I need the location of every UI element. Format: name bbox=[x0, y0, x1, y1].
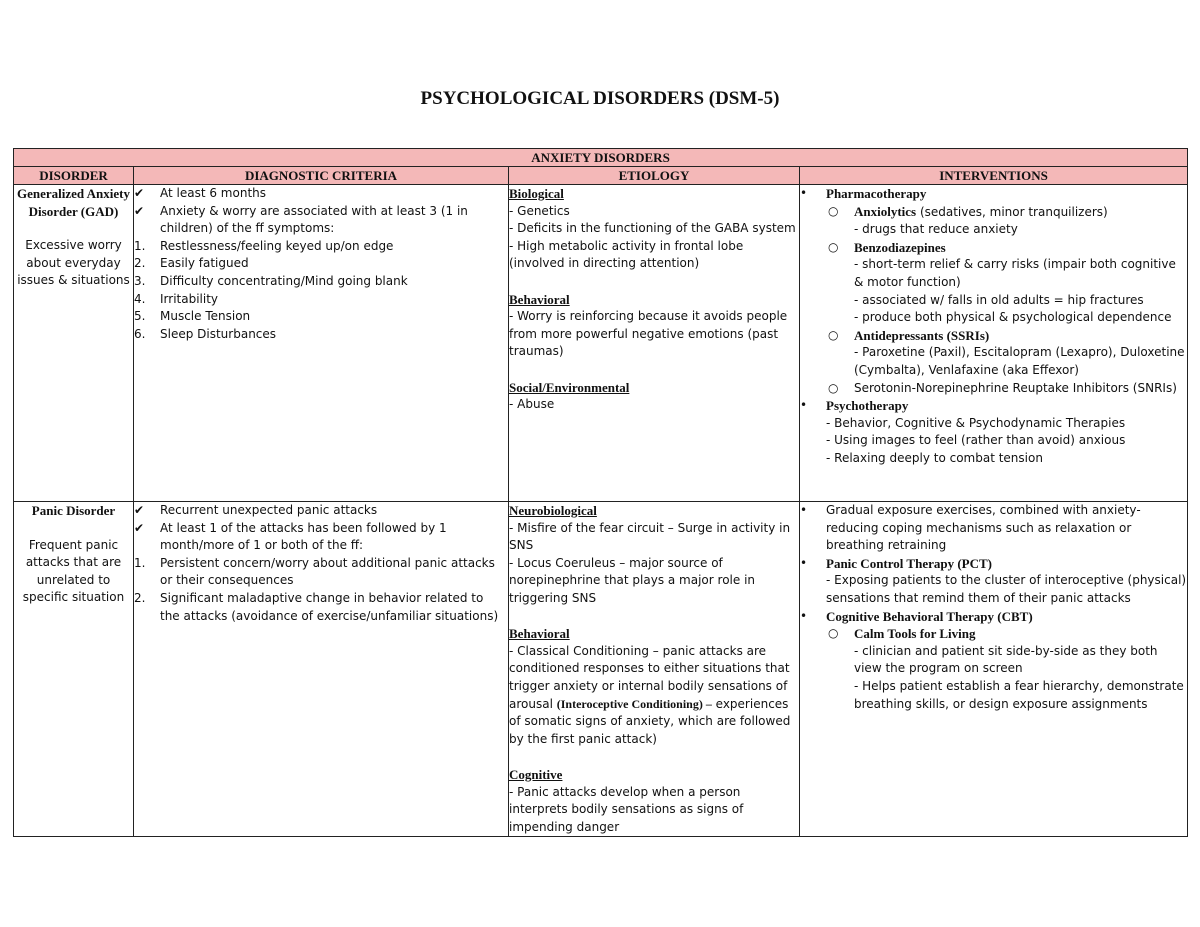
list-item: ✔ Anxiety & worry are associated with at least 3 (1 in children) of the ff symptoms: bbox=[134, 203, 508, 238]
check-icon: ✔ bbox=[134, 503, 145, 517]
list-item: • Gradual exposure exercises, combined with anxiety-reducing coping mechanisms such as relaxation or breathing retraining bbox=[800, 502, 1187, 555]
disorder-name: Panic Disorder bbox=[31, 503, 116, 518]
etiology-heading: Social/Environmental bbox=[509, 379, 630, 395]
etiology-heading: Cognitive bbox=[509, 766, 563, 782]
section-header: ANXIETY DISORDERS bbox=[14, 149, 1188, 167]
list-item: 2. Easily fatigued bbox=[134, 256, 249, 271]
column-header-row bbox=[14, 167, 1188, 185]
disorder-cell bbox=[14, 502, 134, 837]
list-item: ○ Serotonin-Norepinephrine Reuptake Inhibitors (SNRIs) bbox=[800, 380, 1187, 398]
list-item: • Pharmacotherapy bbox=[800, 186, 927, 201]
circle-bullet-icon: ○ bbox=[828, 239, 839, 254]
list-item: • Psychotherapy bbox=[800, 398, 909, 414]
interventions-cell: • Gradual exposure exercises, combined with anxiety-reducing coping mechanisms such as relaxation or breathing retraining • Panic Control Therapy (PCT) - Exposing patients to the cluster of interoceptive (physical) sensations that remind them of their panic attacks • Cognitive Behavioral Therapy (CBT) ○ Calm Tools for Living - clinician and patient sit side-by-side as they both view the program on screen - Helps patient establish a fear hierarchy, demonstrate breathing skills, or design exposure assignments bbox=[800, 502, 1188, 837]
bullet-icon: • bbox=[800, 555, 808, 570]
circle-bullet-icon: ○ bbox=[828, 327, 839, 342]
column-header-criteria: DIAGNOSTIC CRITERIA bbox=[134, 167, 509, 185]
etiology-cell: Biological - Genetics - Deficits in the functioning of the GABA system - High metabolic activity in frontal lobe (involved in directing attention) Behavioral - Worry is reinforcing because it avoids people from more powerful negative emotions (past traumas) Social/Environmental - Abuse bbox=[509, 185, 800, 502]
etiology-heading: Neurobiological bbox=[509, 503, 597, 518]
bullet-icon: • bbox=[800, 608, 808, 623]
list-item: 4. Irritability bbox=[134, 291, 219, 306]
disorder-name: Generalized Anxiety Disorder (GAD) bbox=[16, 186, 130, 219]
list-item: ✔ Recurrent unexpected panic attacks bbox=[134, 502, 508, 520]
list-item: ✔ At least 1 of the attacks has been followed by 1 month/more of 1 or both of the ff: bbox=[134, 520, 508, 555]
disorder-description: Frequent panic attacks that are unrelated to specific situation bbox=[22, 537, 125, 605]
interventions-cell: • Pharmacotherapy ○ Anxiolytics (sedatives, minor tranquilizers) - drugs that reduce anxiety ○ Benzodiazepines - short-term relief & carry risks (impair both cognitive & motor function) - associated w/ falls in old adults = hip fractures - produce both physical & psychological dependence ○ Antidepressants (SSRIs) - Paroxetine (Paxil), Escitalopram (Lexapro), Duloxetine (Cymbalta), Venlafaxine (aka Effexor) ○ Serotonin-Norepinephrine Reuptake Inhibitors (SNRIs) • Psychotherapy - Behavior, Cognitive & Psychodynamic Therapies - Using images to feel (rather than avoid) anxious - Relaxing deeply to combat tension bbox=[800, 185, 1188, 502]
column-header-disorder: DISORDER bbox=[14, 167, 134, 185]
list-item: 1. Persistent concern/worry about additional panic attacks or their consequences bbox=[134, 555, 495, 588]
etiology-heading: Behavioral bbox=[509, 291, 570, 307]
page-title: PSYCHOLOGICAL DISORDERS (DSM-5) bbox=[420, 88, 780, 109]
bullet-icon: • bbox=[800, 186, 808, 200]
check-icon: ✔ bbox=[134, 186, 145, 200]
list-item: 5. Muscle Tension bbox=[134, 309, 251, 324]
table-row-panic bbox=[14, 502, 1188, 837]
circle-bullet-icon: ○ bbox=[828, 380, 839, 395]
check-icon: ✔ bbox=[134, 520, 145, 535]
bullet-icon: • bbox=[800, 398, 808, 413]
list-item: • Panic Control Therapy (PCT) bbox=[800, 555, 992, 571]
list-item: ○ Calm Tools for Living bbox=[828, 626, 976, 642]
criteria-cell bbox=[134, 185, 509, 502]
table-row-gad bbox=[14, 185, 1188, 502]
list-item: 3. Difficulty concentrating/Mind going blank bbox=[134, 273, 408, 288]
etiology-cell: Neurobiological - Misfire of the fear circuit – Surge in activity in SNS - Locus Coeruleus – major source of norepinephrine that plays a major role in triggering SNS Behavioral - Classical Conditioning – panic attacks are conditioned responses to either situations that trigger anxiety or internal bodily sensations of arousal (Interoceptive Conditioning) – experiences of somatic signs of anxiety, which are followed by the first panic attack) Cognitive - Panic attacks develop when a person interprets bodily sensations as signs of impending danger bbox=[509, 502, 800, 837]
list-item: ✔ At least 6 months bbox=[134, 185, 508, 203]
criteria-cell bbox=[134, 502, 509, 837]
etiology-heading: Behavioral bbox=[509, 626, 570, 642]
list-item: • Cognitive Behavioral Therapy (CBT) bbox=[800, 608, 1033, 624]
circle-bullet-icon: ○ bbox=[828, 203, 839, 218]
list-item: 6. Sleep Disturbances bbox=[134, 326, 277, 341]
column-header-interventions: INTERVENTIONS bbox=[800, 167, 1188, 185]
list-item: 1. Restlessness/feeling keyed up/on edge bbox=[134, 238, 394, 253]
list-item: ○ Benzodiazepines bbox=[828, 239, 946, 255]
bullet-icon: • bbox=[800, 503, 808, 517]
disorders-table bbox=[13, 148, 1188, 837]
check-icon: ✔ bbox=[134, 203, 145, 218]
section-header-row bbox=[14, 149, 1188, 167]
list-item: ○ Antidepressants (SSRIs) bbox=[828, 327, 990, 343]
list-item: ○ Anxiolytics (sedatives, minor tranquilizers) bbox=[800, 203, 1187, 222]
etiology-heading: Biological bbox=[509, 186, 564, 201]
disorder-description: Excessive worry about everyday issues & situations bbox=[17, 238, 130, 288]
disorder-cell bbox=[14, 185, 134, 502]
column-header-etiology: ETIOLOGY bbox=[509, 167, 800, 185]
list-item: 2. Significant maladaptive change in behavior related to the attacks (avoidance of exercise/unfamiliar situations) bbox=[134, 590, 499, 623]
circle-bullet-icon: ○ bbox=[828, 626, 839, 641]
